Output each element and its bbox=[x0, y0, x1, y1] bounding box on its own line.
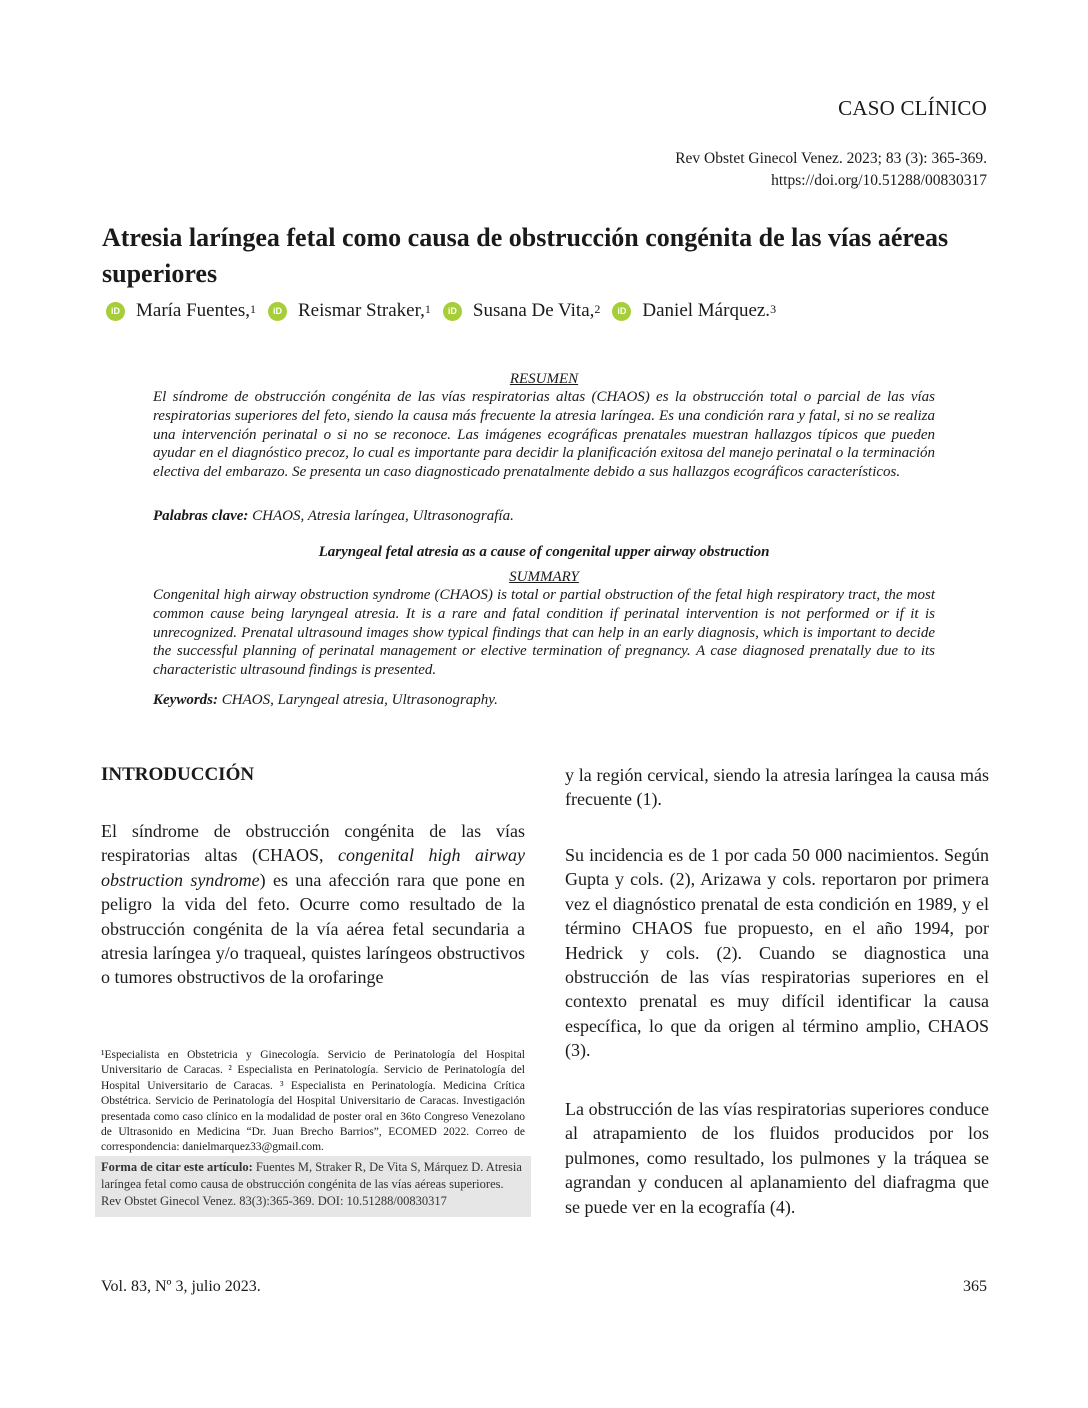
author-3[interactable] bbox=[443, 300, 600, 322]
keywords bbox=[153, 691, 935, 710]
resumen-heading: RESUMEN bbox=[509, 371, 579, 387]
citation-box-text: Fuentes M, Straker R, De Vita S, Márquez D. Atresia laríngea fetal como causa de obstrucción congénita de las vías aéreas superiores. Rev Obstet Ginecol Venez. 83(3):365-369. DOI: 10.51288/00830317 bbox=[101, 1160, 522, 1208]
section-label: CASO CLÍNICO bbox=[838, 96, 987, 120]
summary-heading: SUMMARY bbox=[509, 569, 579, 585]
keywords-values: CHAOS, Laryngeal atresia, Ultrasonography. bbox=[221, 692, 498, 708]
palabras-clave bbox=[153, 507, 935, 526]
body-paragraph: La obstrucción de las vías respiratorias superiores conduce al atrapamiento de los fluidos producidos por los pulmones, como resultado, los pulmones y la tráquea se agrandan y conducen al aplanamiento del diafragma que se puede ver en la ecografía (4). bbox=[565, 1099, 989, 1217]
affiliation-mark: 1 bbox=[249, 301, 256, 316]
orcid-icon[interactable]: iD bbox=[268, 302, 287, 321]
paragraph-text: El síndrome de obstrucción congénita de las vías respiratorias altas (CHAOS, bbox=[101, 821, 525, 866]
english-title: Laryngeal fetal atresia as a cause of congenital upper airway obstruction bbox=[318, 544, 770, 560]
affiliations-footnote: ¹Especialista en Obstetricia y Ginecología. Servicio de Perinatología del Hospital Universitario de Caracas. ² Especialista en Perinatología. Servicio de Perinatología del Hospital Universitario de Caracas. ³ Especialista en Perinatología. Medicina Crítica Obstétrica. Servicio de Perinatología del Hospital Universitario de Caracas. Investigación presentada como caso clínico en la modalidad de poster oral en 36to Congreso Venezolano de Ultrasonido en Medicina “Dr. Juan Brecho Barrios”, ECOMED 2022. Correo de correspondencia: danielmarquez33@gmail.com. bbox=[101, 1049, 525, 1154]
citation-box-label: Forma de citar este artículo: bbox=[101, 1160, 253, 1174]
body-paragraph: Su incidencia es de 1 por cada 50 000 nacimientos. Según Gupta y cols. (2), Arizawa y cols. reportaron por primera vez el diagnóstico prenatal de esta condición en 1989, y el término CHAOS fue propuesto, en el año 1994, por Hedrick y cols. (2). Cuando se diagnostica una obstrucción de las vías respiratorias superiores en el contexto prenatal es muy difícil identificar la causa específica, lo que da origen al término amplio, CHAOS (3). bbox=[565, 845, 989, 1061]
author-name: María Fuentes, bbox=[136, 300, 250, 321]
paragraph-emphasis: congenital high airway obstruction syndrome bbox=[101, 845, 525, 890]
body-paragraph: y la región cervical, siendo la atresia laríngea la causa más frecuente (1). bbox=[565, 765, 989, 810]
orcid-icon[interactable]: iD bbox=[612, 302, 631, 321]
paragraph-text: ) es una afección rara que pone en peligro la vida del feto. Ocurre como resultado de la obstrucción congénita de la vía aérea fetal secundaria a atresia laríngea y/o traqueal, quistes laríngeos obstructivos o tumores obstructivos de la orofaringe bbox=[101, 869, 525, 988]
keywords-label: Keywords: bbox=[153, 692, 218, 708]
author-name: Reismar Straker, bbox=[297, 300, 425, 321]
author-2[interactable] bbox=[268, 300, 431, 322]
affiliation-mark: 1 bbox=[424, 301, 431, 316]
intro-heading: INTRODUCCIÓN bbox=[101, 764, 255, 785]
doi-link[interactable]: https://doi.org/10.51288/00830317 bbox=[771, 172, 987, 189]
page-number: 365 bbox=[963, 1278, 987, 1295]
citation-box bbox=[95, 1156, 531, 1217]
author-4[interactable] bbox=[612, 300, 776, 322]
orcid-icon[interactable]: iD bbox=[106, 302, 125, 321]
orcid-icon[interactable]: iD bbox=[443, 302, 462, 321]
body-paragraph bbox=[101, 819, 525, 990]
affiliation-mark: 3 bbox=[770, 301, 777, 316]
palabras-clave-label: Palabras clave: bbox=[153, 508, 249, 524]
resumen-text: El síndrome de obstrucción congénita de las vías respiratorias altas (CHAOS) es la obstrucción total o parcial de las vías respiratorias superiores del feto, siendo la causa más frecuente la atresia laríngea. Es una condición rara y fatal, si no se realiza una intervención perinatal o si no se reconoce. Las imágenes ecográficas prenatales muestran hallazgos típicos que pueden ayudar en el diagnóstico precoz, lo cual es importante para decidir la planificación exitosa del manejo perinatal o la terminación electiva del embarazo. Se presenta un caso diagnosticado prenatalmente debido a sus hallazgos ecográficos característicos. bbox=[153, 389, 935, 481]
journal-citation bbox=[675, 148, 987, 192]
author-name: Susana De Vita, bbox=[472, 300, 595, 321]
palabras-clave-values: CHAOS, Atresia laríngea, Ultrasonografía. bbox=[252, 508, 514, 524]
footer-issue: Vol. 83, Nº 3, julio 2023. bbox=[101, 1278, 261, 1295]
journal-reference: Rev Obstet Ginecol Venez. 2023; 83 (3): 365-369. bbox=[675, 150, 987, 167]
author-list bbox=[106, 300, 788, 322]
affiliation-mark: 2 bbox=[594, 301, 601, 316]
article-title: Atresia laríngea fetal como causa de obstrucción congénita de las vías aéreas superiores bbox=[102, 223, 949, 288]
summary-text: Congenital high airway obstruction syndrome (CHAOS) is total or partial obstruction of the fetal high respiratory tract, the most common cause being laryngeal atresia. It is a rare and fatal condition if perinatal intervention is not performed or if it is unrecognized. Prenatal ultrasound images show typical findings that can help in an early diagnosis, which is important to decide the successful planning of perinatal management or elective termination of pregnancy. A case diagnosed prenatally due to its characteristic ultrasound findings is presented. bbox=[153, 587, 935, 679]
author-1[interactable] bbox=[106, 300, 256, 322]
author-name: Daniel Márquez. bbox=[642, 300, 771, 321]
